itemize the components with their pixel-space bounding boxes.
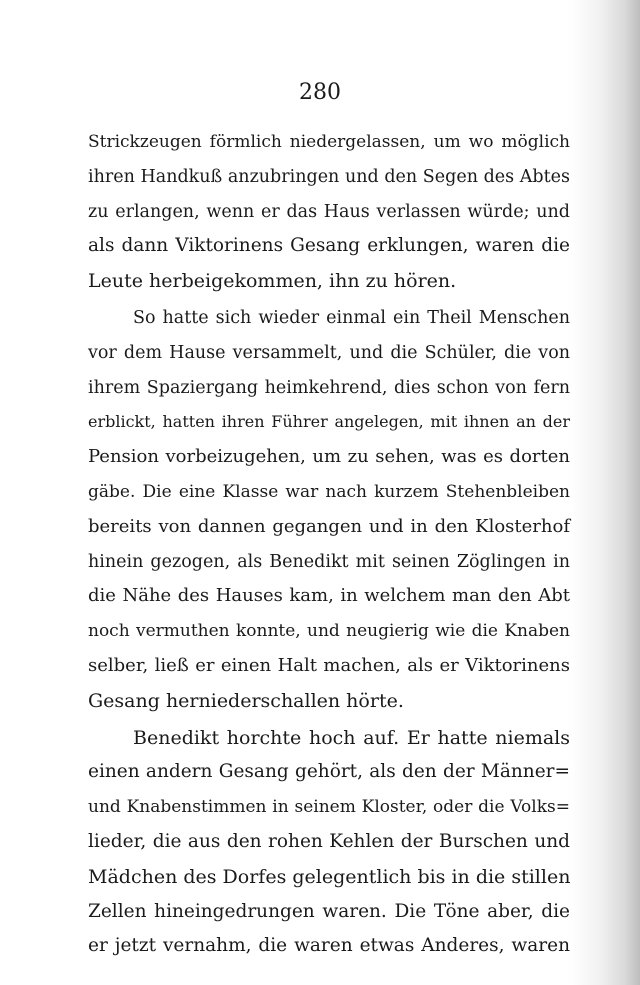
- text-line: ihren Handkuß anzubringen und den Segen des Abtes: [88, 166, 570, 187]
- text-line: lieder, die aus den rohen Kehlen der Burschen und: [88, 830, 570, 852]
- text-line: und Knabenstimmen in seinem Kloster, oder die Volks=: [88, 797, 570, 818]
- text-line: Mädchen des Dorfes gelegentlich bis in die stillen: [88, 865, 571, 888]
- text-line: Benedikt horchte hoch auf. Er hatte niemals: [133, 726, 570, 749]
- text-line: er jetzt vernahm, die waren etwas Anderes, waren: [88, 935, 570, 957]
- text-line: Leute herbeigekommen, ihn zu hören.: [88, 270, 457, 293]
- text-line: So hatte sich wieder einmal ein Theil Menschen: [133, 307, 570, 328]
- text-line: selber, ließ er einen Halt machen, als er Viktorinens: [88, 654, 570, 676]
- text-line: hinein gezogen, als Benedikt mit seinen Zöglingen in: [88, 551, 570, 572]
- body-text: [88, 125, 570, 964]
- text-line: einen andern Gesang gehört, als den der Männer=: [88, 761, 570, 783]
- text-line: die Nähe des Hauses kam, in welchem man den Abt: [88, 585, 570, 607]
- text-line: vor dem Hause versammelt, und die Schüler, die von: [88, 342, 570, 363]
- text-line: als dann Viktorinens Gesang erklungen, waren die: [88, 235, 570, 257]
- text-line: Strickzeugen förmlich niedergelassen, um wo möglich: [88, 132, 570, 152]
- text-line: bereits von dannen gegangen und in den Klosterhof: [88, 515, 570, 537]
- text-line: Zellen hineingedrungen waren. Die Töne aber, die: [88, 900, 570, 922]
- text-line: Gesang herniederschallen hörte.: [88, 689, 404, 712]
- page-number: 280: [299, 80, 341, 105]
- text-line: Pension vorbeizugehen, um zu sehen, was es dorten: [88, 446, 570, 468]
- text-line: noch vermuthen konnte, und neugierig wie die Knaben: [88, 621, 570, 642]
- text-line: erblickt, hatten ihren Führer angelegen, mit ihnen an der: [88, 412, 570, 432]
- text-line: zu erlangen, wenn er das Haus verlassen würde; und: [88, 201, 570, 222]
- text-line: ihrem Spaziergang heimkehrend, dies schon von fern: [88, 377, 570, 398]
- text-line: gäbe. Die eine Klasse war nach kurzem Stehenbleiben: [88, 481, 570, 502]
